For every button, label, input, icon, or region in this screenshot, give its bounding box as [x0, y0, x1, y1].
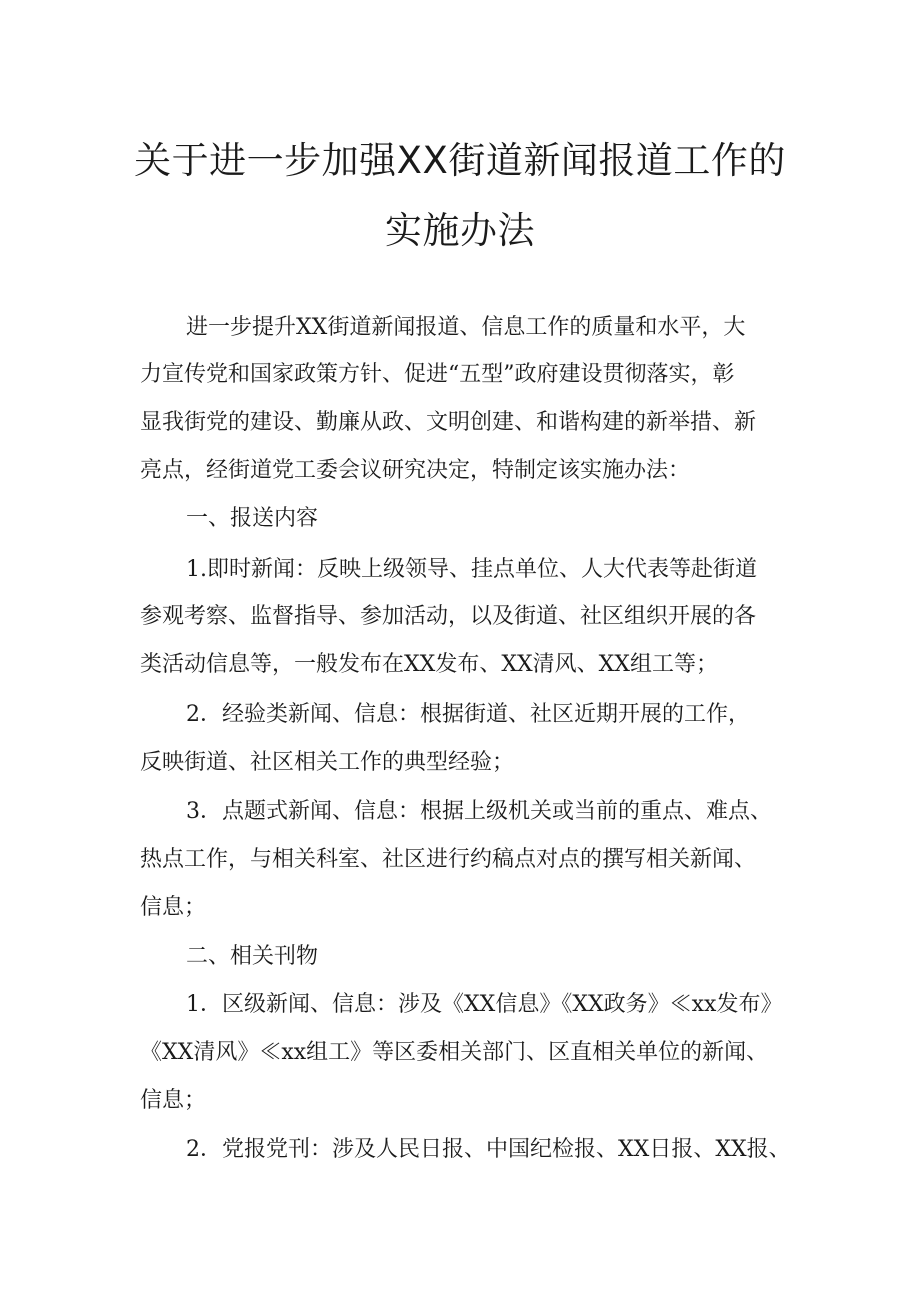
paragraph-line: 力宣传党和国家政策方针、促进“五型”政府建设贯彻落实，彰 — [140, 362, 735, 387]
paragraph-line: 热点工作，与相关科室、社区进行约稿点对点的撰写相关新闻、 — [140, 847, 757, 872]
paragraph-line: 2．经验类新闻、信息：根据街道、社区近期开展的工作， — [186, 702, 750, 727]
paragraph-line: 类活动信息等，一般发布在XX发布、XX清风、XX组工等； — [140, 652, 718, 677]
paragraph-line: 亮点，经街道党工委会议研究决定，特制定该实施办法： — [140, 458, 691, 483]
section-heading: 二、相关刊物 — [186, 944, 319, 969]
document-title-line-2: 实施办法 — [385, 209, 535, 252]
paragraph-line: 信息； — [140, 1088, 207, 1113]
paragraph-line: 参观考察、监督指导、参加活动，以及街道、社区组织开展的各 — [140, 604, 757, 629]
paragraph-line: 1.即时新闻：反映上级领导、挂点单位、人大代表等赴街道 — [186, 557, 757, 582]
section-heading: 一、报送内容 — [186, 506, 319, 531]
paragraph-line: 进一步提升XX街道新闻报道、信息工作的质量和水平，大 — [186, 315, 746, 340]
paragraph-line: 3．点题式新闻、信息：根据上级机关或当前的重点、难点、 — [186, 799, 772, 824]
paragraph-line: 《XX清风》≪xx组工》等区委相关部门、区直相关单位的新闻、 — [140, 1040, 769, 1065]
paragraph-line: 2．党报党刊：涉及人民日报、中国纪检报、XX日报、XX报、 — [186, 1137, 791, 1162]
paragraph-line: 反映街道、社区相关工作的典型经验； — [140, 750, 515, 775]
paragraph-line: 信息； — [140, 895, 207, 920]
document-title-line-1: 关于进一步加强XX街道新闻报道工作的 — [134, 139, 786, 182]
paragraph-line: 显我街党的建设、勤廉从政、文明创建、和谐构建的新举措、新 — [140, 410, 757, 435]
paragraph-line: 1．区级新闻、信息：涉及《XX信息》《XX政务》≪xx发布》 — [186, 992, 783, 1017]
